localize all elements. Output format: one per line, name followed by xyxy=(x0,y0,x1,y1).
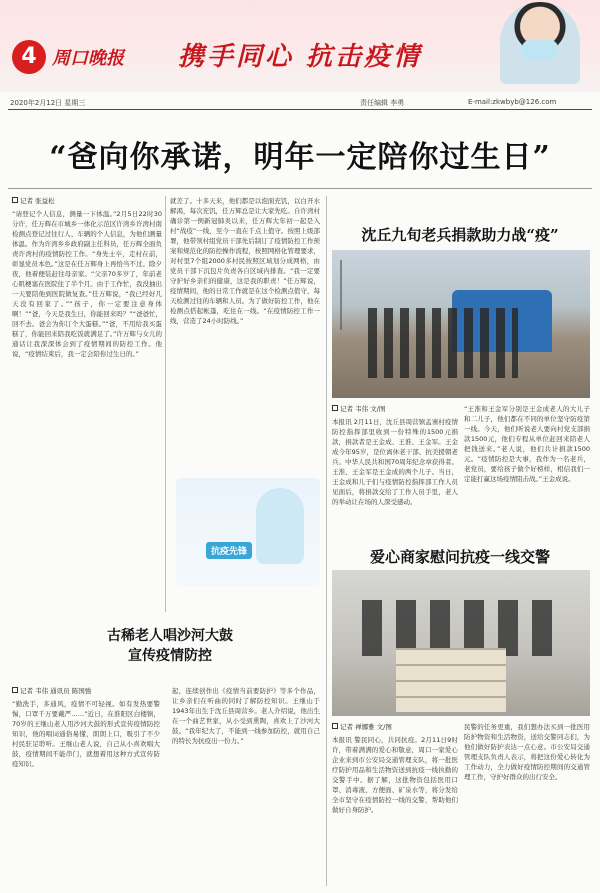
elder-article-title xyxy=(20,626,320,666)
elder-byline: 记者 韦伟 通讯员 陈国強 xyxy=(12,686,160,696)
elder-text-a: “勤洗手，多通风，疫情不可轻视。如有发热要警惕，口罩千万要戴严……”近日，在淮阳区白楼镇，70岁的王继山老人用沙河大鼓的形式宣传疫情防控知识，他的唱词通俗易懂，朗朗上口，吸引了不少村民驻足聆听。王继山老人说，自己从小喜欢唱大鼓，疫情期间不能串门，就想着用这种方式宣传防疫知识。 xyxy=(12,700,160,768)
shenqiu-article-title: 沈丘九旬老兵捐款助力战“疫” xyxy=(361,226,559,244)
editor-credit: 责任编辑 李勇 xyxy=(360,99,405,107)
contact-email: E-mail:zkwbyb@126.com xyxy=(468,98,557,106)
meta-line xyxy=(8,96,592,110)
shenqiu-photo xyxy=(332,250,590,398)
people-group-icon xyxy=(368,308,518,378)
merchant-article-column-1 xyxy=(332,722,458,882)
main-article-column-2 xyxy=(170,196,320,468)
column-divider xyxy=(326,196,327,886)
issue-date: 2020年2月12日 星期三 xyxy=(10,99,86,107)
merchant-photo xyxy=(332,570,590,716)
elder-article-column-1 xyxy=(12,686,160,882)
face-mask-icon xyxy=(522,40,558,60)
column-divider xyxy=(165,196,166,612)
page-number: 4 xyxy=(12,40,46,74)
shenqiu-text-a: 本报讯 2月11日，沈丘县周营镇孟寨村疫情防控指挥部里收到一份特殊的1500元捐款，捐款者是王金成、王淮、王金军。王金成今年95岁，是位离休老干部、抗美援朝老兵。中华人民共和国70周年纪念章获得者。王淮、王金军是王金成的两个儿子。当日，王金成和儿子们与疫情防控指挥部工作人员见面后，将捐款交给了工作人员手里，老人的举动让在场的人深受感动。 xyxy=(332,418,458,506)
page-headline: “爸向你承诺，明年一定陪你过生日” xyxy=(49,140,551,175)
elder-article-title-text: 古稀老人唱沙河大鼓 宣传疫情防控 xyxy=(107,628,233,664)
anti-epidemic-cartoon xyxy=(176,478,320,586)
headline-divider xyxy=(8,188,592,189)
supply-boxes-icon xyxy=(396,648,506,712)
merchant-article-title: 爱心商家慰问抗疫一线交警 xyxy=(369,548,550,566)
anti-epidemic-badge: 抗疫先锋 xyxy=(206,542,252,559)
page-header xyxy=(0,0,600,92)
merchant-byline: 记者 禅娜雅 文/图 xyxy=(332,722,458,732)
elder-article-column-2 xyxy=(172,686,320,882)
shenqiu-byline: 记者 韦伟 文/图 xyxy=(332,404,458,414)
merchant-text-b: 民警的任务更重，我们想办法买到一批医用防护物资和生活物资，送给交警同志们，为他们做好防护表达一点心意。市公安局交通管理支队负责人表示，将把这份爱心转化为工作动力，全力做好疫情防控期间的交通管理工作，守护好群众的出行安全。 xyxy=(464,723,590,781)
main-article-byline: 记者 张益松 xyxy=(12,196,162,206)
health-worker-photo xyxy=(500,2,580,84)
elder-text-b: 起，连续创作出《疫情当前要防护》等多个作品，让乡亲们在听曲的同时了解防控知识。王继山于1943年出生于沈丘县周营乡。老人介绍说，他出生在一个曲艺世家，从小受到熏陶，喜欢上了沙河大鼓。“我年纪大了，不能到一线参加防控，就用自己的特长为抗疫出一份力。” xyxy=(172,687,320,745)
main-article-column-1 xyxy=(12,196,162,612)
doctor-figure-icon xyxy=(256,488,304,564)
main-article-text: “请登记个人信息，测量一下体温。”2月5日22时30分许，任万辉在市城乡一体化示范区许湾乡许湾村南检测点登记过往行人、车辆的个人信息，为他们测量体温。作为许湾乡乡政府副主任科员，任万辉全面负责许湾村的疫情防控工作。“身先士卒，走村在前，彰显党员本色。”这是在任万辉身上再恰当不过。除夕夜，他着便装赶往母亲家。“父亲70多岁了，年前老心肌梗塞在医院住了半个月。由于工作忙，我没抽出一天要陪他到医院做复查。”任万辉说，“我已经好几天没有回家了。”“孩子，你一定要注意身体啊！”“爸，今天是我生日，你能回来吗？”“爸爸忙，回不去。爸会为你订个大蛋糕。”“爸，不用给我买蛋糕了，你能回来陪我吃饭就满足了。”许万辉与女儿的通话让我深深体会到了疫情期间的防控工作。他说，“疫情结束后，我一定会陪你过生日的。” xyxy=(12,210,162,358)
merchant-article-column-2 xyxy=(464,722,590,882)
main-article-text-continued: 就差了。十多天来，他们都是以泡面充饥，以白开水解渴，每次充饥，任万辉总是让大家先吃。自许湾村确诊第一例新冠肺炎以来，任万辉大年初一起是入村“战疫”一线，至今一直在千点上值守。按照上级部署，他带领村组党员干部先后制订了疫情防控工作预案和规范化的防控操作流程，按照网格化管理要求，对村里7个组2000多村民按照区域划分成网格，由党员干部下沉包片负责各自区域内排查。“我一定要守护好乡亲们的健康，这是我的职责！”任万辉说，疫情期间，他的日常工作就是在这个检测点值守，每天检测过往的车辆和人员。为了做好防控工作，他在检测点搭起帐篷，吃住在一线。“在疫情防控工作一线，营造了24小时防线。” xyxy=(170,197,320,325)
paper-name: 周口晚报 xyxy=(52,48,124,69)
section-title: 携手同心 抗击疫情 xyxy=(178,42,423,72)
shenqiu-text-b: “王淮和王金军分别是王金成老人的大儿子和二儿子，他们都在不同的单位坚守防疫第一线。今天，他们听说老人要向村党支部捐款1500元，他们专程从单位赶回来陪老人把钱送来。”老人说，他们共计捐款1500元。“疫情防控是大事，我作为一名老兵，老党员，要给孩子做个好榜样，相信我们一定能打赢这场疫情阻击战。”王金成说。 xyxy=(464,405,590,483)
shenqiu-article-column-1 xyxy=(332,404,458,524)
merchant-text-a: 本报讯 警民同心，共同抗疫。2月11日9时许，带着满满的爱心和敬意，周口一家爱心企业来到市公安局交通管理支队，将一批医疗防护用品和生活物资送到抗疫一线执勤的交警手中。据了解，这批物资包括医用口罩、消毒液、方便面、矿泉水等，将分发给全市坚守在疫情防控一线的交警，帮助他们做好自身防护。 xyxy=(332,736,458,814)
shenqiu-article-column-2 xyxy=(464,404,590,524)
